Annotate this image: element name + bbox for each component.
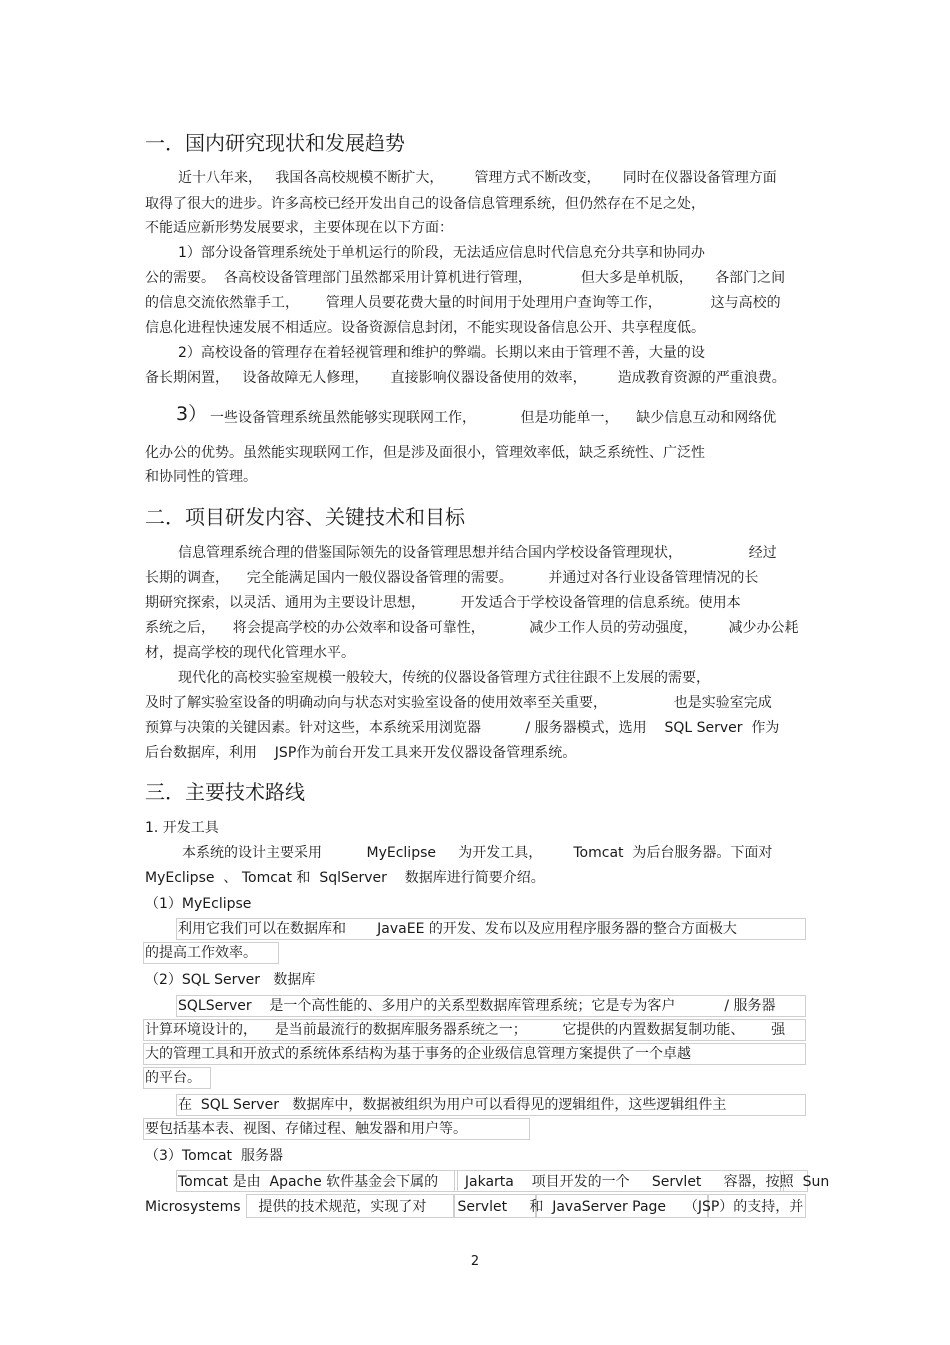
s3-tools-line-2: MyEclipse 、 Tomcat 和 SqlServer 数据库进行简要介绍。	[145, 870, 545, 886]
s1-line-8: 2）高校设备的管理存在着轻视管理和维护的弊端。长期以来由于管理不善，大量的设	[178, 345, 705, 361]
s2-line-1: 信息管理系统合理的借鉴国际领先的设备管理思想并结合国内学校设备管理现状， 经过	[178, 545, 777, 561]
s2-line-3: 期研究探索，以灵活、通用为主要设计思想， 开发适合于学校设备管理的信息系统。使用本	[145, 595, 741, 611]
s1-item3-line-3: 和协同性的管理。	[145, 469, 257, 485]
s1-line-6: 的信息交流依然靠手工， 管理人员要花费大量的时间用于处理用户查询等工作， 这与高校的	[145, 295, 781, 311]
s1-line-3: 不能适应新形势发展要求，主要体现在以下方面：	[145, 220, 453, 236]
s3-tomcat-line-1: Tomcat 是由 Apache 软件基金会下属的 Jakarta 项目开发的一个 Servlet 容器，按照 Sun	[178, 1174, 830, 1190]
section-3-heading: 三．主要技术路线	[145, 780, 305, 804]
s3-subheading-tools: 1. 开发工具	[145, 820, 219, 836]
s2-line-6: 现代化的高校实验室规模一般较大，传统的仪器设备管理方式往往跟不上发展的需要，	[178, 670, 710, 686]
section-1-heading: 一．国内研究现状和发展趋势	[145, 131, 405, 155]
s3-sqlserver-line-3: 大的管理工具和开放式的系统体系结构为基于事务的企业级信息管理方案提供了一个卓越	[145, 1046, 691, 1062]
s1-line-1: 近十八年来， 我国各高校规模不断扩大， 管理方式不断改变， 同时在仪器设备管理方面	[178, 170, 777, 186]
s3-tomcat-title: （3）Tomcat 服务器	[145, 1148, 283, 1164]
s3-sqlserver-line-1: SQLServer 是一个高性能的、多用户的关系型数据库管理系统；它是专为客户 / 服务器	[178, 998, 776, 1014]
s2-line-9: 后台数据库，利用 JSP作为前台开发工具来开发仪器设备管理系统。	[145, 745, 577, 761]
s3-tools-line-1: 本系统的设计主要采用 MyEclipse 为开发工具， Tomcat 为后台服务器。下面对	[182, 845, 773, 861]
s3-sqlserver-line-5: 在 SQL Server 数据库中，数据被组织为用户可以看得见的逻辑组件，这些逻辑组件主	[178, 1097, 727, 1113]
s2-line-5: 材，提高学校的现代化管理水平。	[145, 645, 355, 661]
s3-sqlserver-title: （2）SQL Server 数据库	[145, 972, 316, 988]
s1-item3-number: 3）	[176, 403, 208, 425]
s1-line-9: 备长期闲置， 设备故障无人修理， 直接影响仪器设备使用的效率， 造成教育资源的严重浪费。	[145, 370, 786, 386]
s2-line-8: 预算与决策的关键因素。针对这些，本系统采用浏览器 / 服务器模式，选用 SQL Server 作为	[145, 720, 780, 736]
s3-myeclipse-title: （1）MyEclipse	[145, 896, 252, 912]
section-2-heading: 二．项目研发内容、关键技术和目标	[145, 505, 465, 529]
page-number: 2	[470, 1254, 480, 1269]
s1-line-2: 取得了很大的进步。许多高校已经开发出自己的设备信息管理系统，但仍然存在不足之处，	[145, 196, 705, 212]
s2-line-7: 及时了解实验室设备的明确动向与状态对实验室设备的使用效率至关重要， 也是实验室完成	[145, 695, 772, 711]
s1-item3-line-1: 一些设备管理系统虽然能够实现联网工作， 但是功能单一， 缺少信息互动和网络优	[210, 410, 777, 426]
s3-myeclipse-line-1: 利用它我们可以在数据库和 JavaEE 的开发、发布以及应用程序服务器的整合方面极大	[178, 921, 737, 937]
s3-tomcat-line-2: Microsystems 提供的技术规范，实现了对 Servlet 和 JavaServer Page （JSP）的支持，并	[145, 1199, 804, 1215]
s3-sqlserver-line-2: 计算环境设计的， 是当前最流行的数据库服务器系统之一； 它提供的内置数据复制功能、 强	[145, 1022, 786, 1038]
s2-line-4: 系统之后， 将会提高学校的办公效率和设备可靠性， 减少工作人员的劳动强度， 减少办公耗	[145, 620, 799, 636]
s3-sqlserver-line-4: 的平台。	[145, 1070, 201, 1086]
s1-line-7: 信息化进程快速发展不相适应。设备资源信息封闭，不能实现设备信息公开、共享程度低。	[145, 320, 705, 336]
s2-line-2: 长期的调查， 完全能满足国内一般仪器设备管理的需要。 并通过对各行业设备管理情况的长	[145, 570, 759, 586]
s1-line-5: 公的需要。 各高校设备管理部门虽然都采用计算机进行管理， 但大多是单机版， 各部门之间	[145, 270, 786, 286]
s3-myeclipse-line-2: 的提高工作效率。	[145, 945, 257, 961]
s1-line-4: 1）部分设备管理系统处于单机运行的阶段，无法适应信息时代信息充分共享和协同办	[178, 245, 705, 261]
s3-sqlserver-line-6: 要包括基本表、视图、存储过程、触发器和用户等。	[145, 1121, 467, 1137]
s1-item3-line-2: 化办公的优势。虽然能实现联网工作，但是涉及面很小，管理效率低，缺乏系统性、广泛性	[145, 445, 705, 461]
